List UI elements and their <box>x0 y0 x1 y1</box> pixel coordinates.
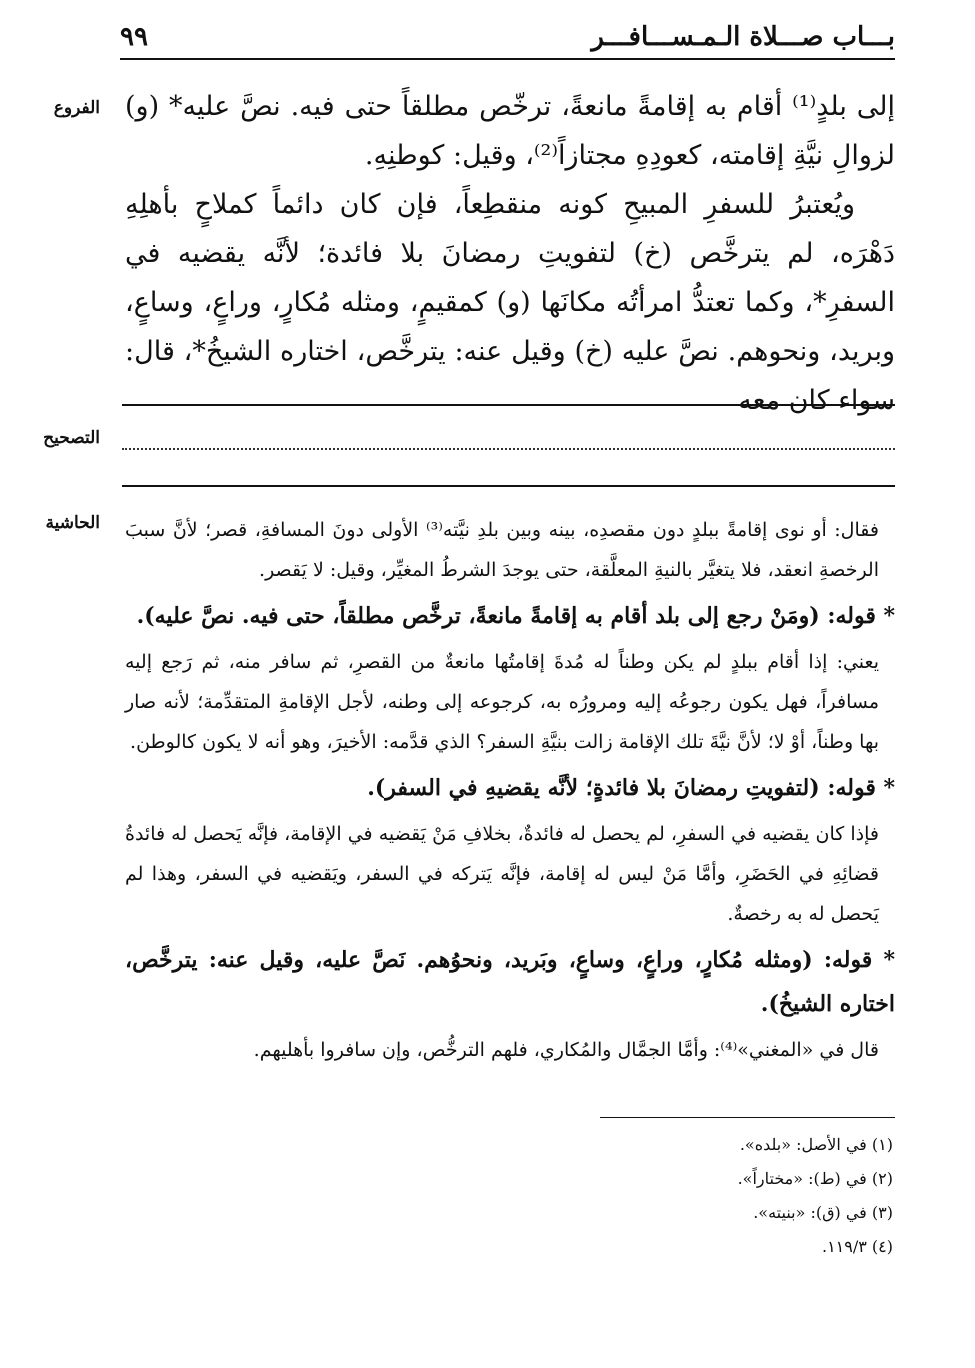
footnote: (٣) في (ق): «بنيته». <box>753 1203 893 1222</box>
footnote: (١) في الأصل: «بلده». <box>739 1135 893 1154</box>
commentary-body: قال في «المغني»⁽⁴⁾: وأمَّا الجمَّال والمُكاري، فلهم الترخُّص، وإن سافروا بأهليهم. <box>253 1039 879 1061</box>
commentary-body: يعني: إذا أقام ببلدٍ لم يكن وطناً له مُدةَ إقامتُها مانعةٌ من القصرِ، ثم سافر منه، ثم رَجع إليه مسافراً، فهل يكون رجوعُه إليه ومرورُه به، كرجوعه إلى وطنه، لأجل الإقامةِ المتقدِّمة؛ لأنه صار بها وطناً، أوْ لا؛ لأنَّ نيَّةَ تلك الإقامة زالت بنيَّةِ السفر؟ الذي قدَّمه: الأخيرَ، وهو أنه لا يكون كالوطن. <box>125 651 879 753</box>
page-number: ٩٩ <box>120 22 148 52</box>
correction-dotted-line <box>122 448 895 450</box>
side-label-hashiya: الحاشية <box>45 513 100 533</box>
footnotes <box>393 1128 893 1264</box>
running-title: بـــاب صـــلاة الـمـســـافـــر <box>591 22 895 52</box>
correction-bottom-rule <box>122 485 895 487</box>
commentary-body: فإذا كان يقضيه في السفرِ، لم يحصل له فائدةٌ، بخلافِ مَنْ يَقضيه في الإقامة، فإنَّه يَحصل له فائدةُ قضائِهِ في الحَضَرِ، وأمَّا مَنْ ليس له إقامة، فإنَّه يَتركه في السفر، ويَقضيه في السفر، وهذا لم يَحصل له به رخصةٌ. <box>125 823 879 925</box>
side-label-tashih: التصحيح <box>43 428 100 448</box>
page-header <box>120 18 895 60</box>
commentary <box>125 510 895 1070</box>
footnote: (٤) ١١٩/٣. <box>821 1237 893 1256</box>
side-label-furu: الفروع <box>53 98 100 118</box>
commentary-body: فقال: أو نوى إقامةً ببلدٍ دون مقصدِه، بينه وبين بلدِ نيَّته⁽³⁾ الأولى دونَ المسافةِ، قصر؛ لأنَّ سببَ الرخصةِ انعقد، فلا يتغيَّر بالنيةِ المعلَّقة، حتى يوجدَ الشرطُ المغيِّر، وقيل: لا يَقصر. <box>125 519 879 581</box>
footnote-rule <box>600 1117 895 1118</box>
commentary-quote: * قوله: (ومثله مُكارٍ، وراعٍ، وساعٍ، وبَريد، ونحوُهم. نَصَّ عليه، وقيل عنه: يترخَّص، اختاره الشيخُ). <box>125 947 895 1017</box>
main-paragraph: إلى بلدٍ⁽¹⁾ أقام به إقامةً مانعةً، ترخّص مطلقاً حتى فيه. نصَّ عليه* (و) لزوالِ نيَّةِ إقامته، كعودِهِ مجتازاً⁽²⁾، وقيل: كوطنِهِ. <box>125 91 895 171</box>
correction-top-rule <box>122 404 895 406</box>
footnote: (٢) في (ط): «مختاراً». <box>737 1169 893 1188</box>
commentary-quote: * قوله: (لتفويتِ رمضانَ بلا فائدةٍ؛ لأنَّه يقضيهِ في السفر). <box>367 775 895 801</box>
commentary-quote: * قوله: (ومَنْ رجع إلى بلد أقام به إقامةً مانعةً، ترخَّص مطلقاً، حتى فيه. نصَّ عليه). <box>136 603 895 629</box>
main-paragraph: ويُعتبرُ للسفرِ المبيحِ كونه منقطِعاً، فإن كان دائماً كملاحٍ بأهلِهِ دَهْرَه، لم يترخَّص (خ) لتفويتِ رمضانَ بلا فائدة؛ لأنَّه يقضيه في السفرِ*، وكما تعتدُّ امرأتُه مكانَها (و) كمقيمٍ، ومثله مُكارٍ، وراعٍ، وساعٍ، وبريد، ونحوهم. نصَّ عليه (خ) وقيل عنه: يترخَّص، اختاره الشيخُ*، قال: سواء كان معه <box>125 189 895 416</box>
main-text <box>125 82 895 425</box>
